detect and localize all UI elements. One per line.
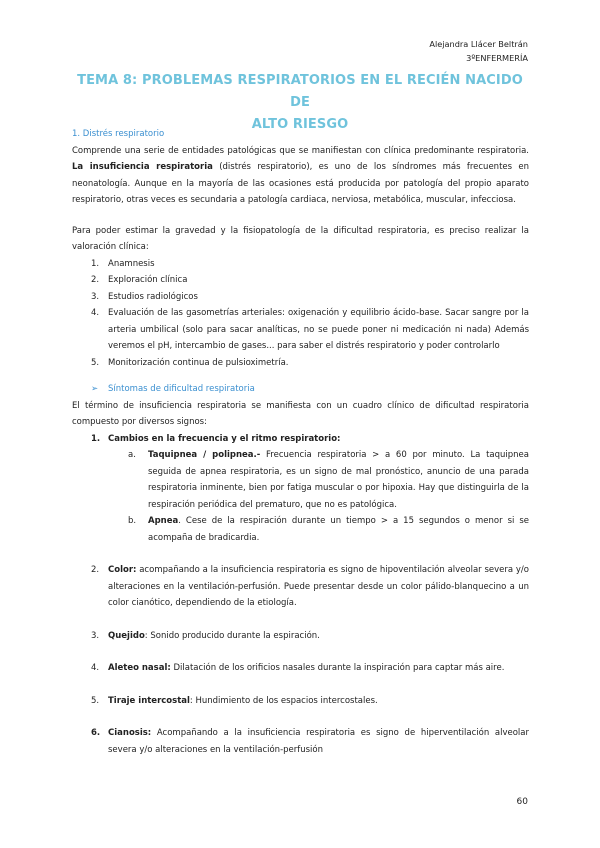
intro-text-b: (distrés respiratorio), es uno de los síndromes más frecuentes en neonatología. Aunque en la mayoría de las ocasiones está producida por patología del propio aparato respiratorio, otras veces es secundaria a patología cardiaca, nerviosa, metabólica, muscular, infecciosa. xyxy=(72,162,530,205)
sub-list-item: b. Apnea. Cese de la respiración durante un tiempo > a 15 segundos o menor si se acompaña de bradicardia. xyxy=(128,516,529,543)
list-item: 2. Color: acompañando a la insuficiencia respiratoria es signo de hipoventilación alveolar severa y/o alteraciones en la ventilación-perfusión. Puede presentar desde un color pálido-blanquecino a un color cianótico, dependiendo de la etiología. xyxy=(91,565,529,608)
sintomas-list xyxy=(72,431,529,759)
section-heading: 1. Distrés respiratorio xyxy=(72,129,165,139)
author-name: Alejandra Llácer Beltrán xyxy=(429,39,528,49)
list-item: 3. Quejido: Sonido producido durante la espiración. xyxy=(91,630,320,641)
valoracion-list xyxy=(72,256,529,372)
list-item: 5. Tiraje intercostal: Hundimiento de los espacios intercostales. xyxy=(91,695,378,706)
intro-text-a: Comprende una serie de entidades patológicas que se manifiestan con clínica predominante respiratoria. xyxy=(72,145,529,156)
list-item: 5. Monitorización continua de pulsioximetría. xyxy=(91,357,289,368)
course-label: 3ºENFERMERÍA xyxy=(466,53,528,63)
page-header xyxy=(429,37,528,65)
subsection-heading: ➢ Síntomas de dificultad respiratoria xyxy=(72,381,529,398)
sintomas-intro: El término de insuficiencia respiratoria se manifiesta con un cuadro clínico de dificultad respiratoria compuesto por diversos signos: xyxy=(72,400,529,427)
title-line-1: TEMA 8: PROBLEMAS RESPIRATORIOS EN EL RECIÉN NACIDO DE xyxy=(77,73,523,110)
intro-bold: La insuficiencia respiratoria xyxy=(72,162,213,172)
document-body xyxy=(72,126,529,758)
list-item: 6. Cianosis: Acompañando a la insuficiencia respiratoria es signo de hiperventilación alveolar severa y/o alteraciones en la ventilación-perfusión xyxy=(91,728,529,755)
list-item: 1. Cambios en la frecuencia y el ritmo respiratorio: a. Taquipnea / polipnea.- Frecuencia respiratoria > a 60 por minuto. La taquipnea seguida de apnea respiratoria, es un signo de mal pronóstico, anuncio de una parada respiratoria inminente, bien por fatiga muscular o por hipoxia. Hay que distinguirla de la respiración periódica del prematuro, que no es patológica. b. Apnea. Cese de la respiración durante un tiempo > a 15 segundos o menor si se acompaña de bradicardia. xyxy=(72,431,529,547)
sub-list xyxy=(72,447,529,546)
arrow-icon: ➢ xyxy=(91,384,99,394)
list-item: 2. Exploración clínica xyxy=(91,275,188,285)
intro-paragraph xyxy=(72,143,529,209)
list-item: 3. Estudios radiológicos xyxy=(91,291,198,302)
sub-list-item: a. Taquipnea / polipnea.- Frecuencia respiratoria > a 60 por minuto. La taquipnea seguida de apnea respiratoria, es un signo de mal pronóstico, anuncio de una parada respiratoria inminente, bien por fatiga muscular o por hipoxia. Hay que distinguirla de la respiración periódica del prematuro, que no es patológica. xyxy=(128,450,529,510)
list-item: 1. Anamnesis xyxy=(91,258,155,269)
title-line-2: ALTO RIESGO xyxy=(251,117,349,132)
valoracion-paragraph: Para poder estimar la gravedad y la fisiopatología de la dificultad respiratoria, es preciso realizar la valoración clínica: xyxy=(72,225,529,252)
page-number: 60 xyxy=(516,797,528,807)
list-item: 4. Evaluación de las gasometrías arteriales: oxigenación y equilibrio ácido-base. Sacar sangre por la arteria umbilical (solo para sacar analíticas, no se puede poner ni medicación ni nada) Además veremos el pH, intercambio de gases... para saber el distrés respiratorio y poder controlarlo xyxy=(91,308,529,351)
list-item: 4. Aleteo nasal: Dilatación de los orificios nasales durante la inspiración para captar más aire. xyxy=(91,663,505,673)
